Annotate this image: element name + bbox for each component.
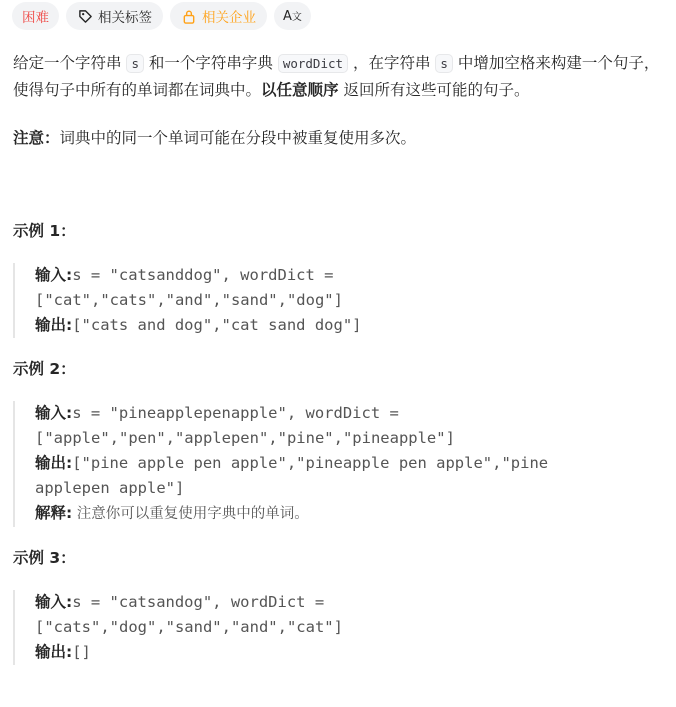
tag-bar	[12, 2, 311, 30]
difficulty-label: 困难	[22, 10, 49, 26]
explain-text: 注意你可以重复使用字典中的单词。	[72, 506, 309, 522]
input-label: 输入:	[35, 404, 73, 422]
input-value: ["apple","pen","applepen","pine","pineapple"]	[35, 429, 455, 447]
emphasis-text: 以任意顺序	[261, 81, 339, 99]
output-value: applepen apple"]	[35, 479, 185, 497]
text: ，在字符串	[348, 54, 436, 72]
problem-description	[13, 50, 665, 665]
topics-label: 相关标签	[98, 10, 152, 26]
output-value: []	[72, 643, 91, 661]
output-label: 输出:	[35, 316, 73, 334]
lock-icon	[181, 8, 197, 24]
tag-icon	[77, 8, 93, 24]
note-text: 词典中的同一个单词可能在分段中被重复使用多次。	[59, 129, 417, 147]
text: 返回所有这些可能的句子。	[338, 81, 530, 99]
input-value: s = "catsandog", wordDict =	[72, 593, 334, 611]
code-s: s	[126, 54, 144, 73]
example-title: 示例 1：	[13, 222, 76, 240]
example-block	[13, 401, 635, 527]
companies-label: 相关企业	[202, 10, 256, 26]
translate-icon: A文	[283, 9, 302, 24]
companies-tag-button[interactable]	[170, 2, 267, 30]
code-s: s	[435, 54, 453, 73]
difficulty-badge	[12, 2, 59, 30]
input-value: ["cat","cats","and","sand","dog"]	[35, 291, 343, 309]
code-worddict: wordDict	[278, 54, 348, 73]
topics-tag-button[interactable]	[66, 2, 163, 30]
example-block	[13, 590, 635, 665]
example-title: 示例 2：	[13, 360, 76, 378]
example-title: 示例 3：	[13, 549, 76, 567]
input-label: 输入:	[35, 266, 73, 284]
text: 和一个字符串字典	[143, 54, 278, 72]
output-label: 输出:	[35, 454, 73, 472]
output-value: ["pine apple pen apple","pineapple pen apple","pine	[72, 454, 558, 472]
description-paragraph	[13, 50, 665, 104]
example-block	[13, 263, 635, 338]
output-label: 输出:	[35, 643, 73, 661]
input-label: 输入:	[35, 593, 73, 611]
text: 给定一个字符串	[13, 54, 127, 72]
text: 中增加空格来构建一个句子，使得句子中所有的单词都在词典中。	[13, 54, 660, 99]
translate-button[interactable]	[274, 2, 311, 30]
input-value: ["cats","dog","sand","and","cat"]	[35, 618, 343, 636]
input-value: s = "catsanddog", wordDict =	[72, 266, 343, 284]
explain-label: 解释:	[35, 504, 73, 522]
output-value: ["cats and dog","cat sand dog"]	[72, 316, 362, 334]
note-label: 注意：	[13, 129, 60, 147]
note-paragraph	[13, 125, 665, 152]
input-value: s = "pineapplepenapple", wordDict =	[72, 404, 409, 422]
